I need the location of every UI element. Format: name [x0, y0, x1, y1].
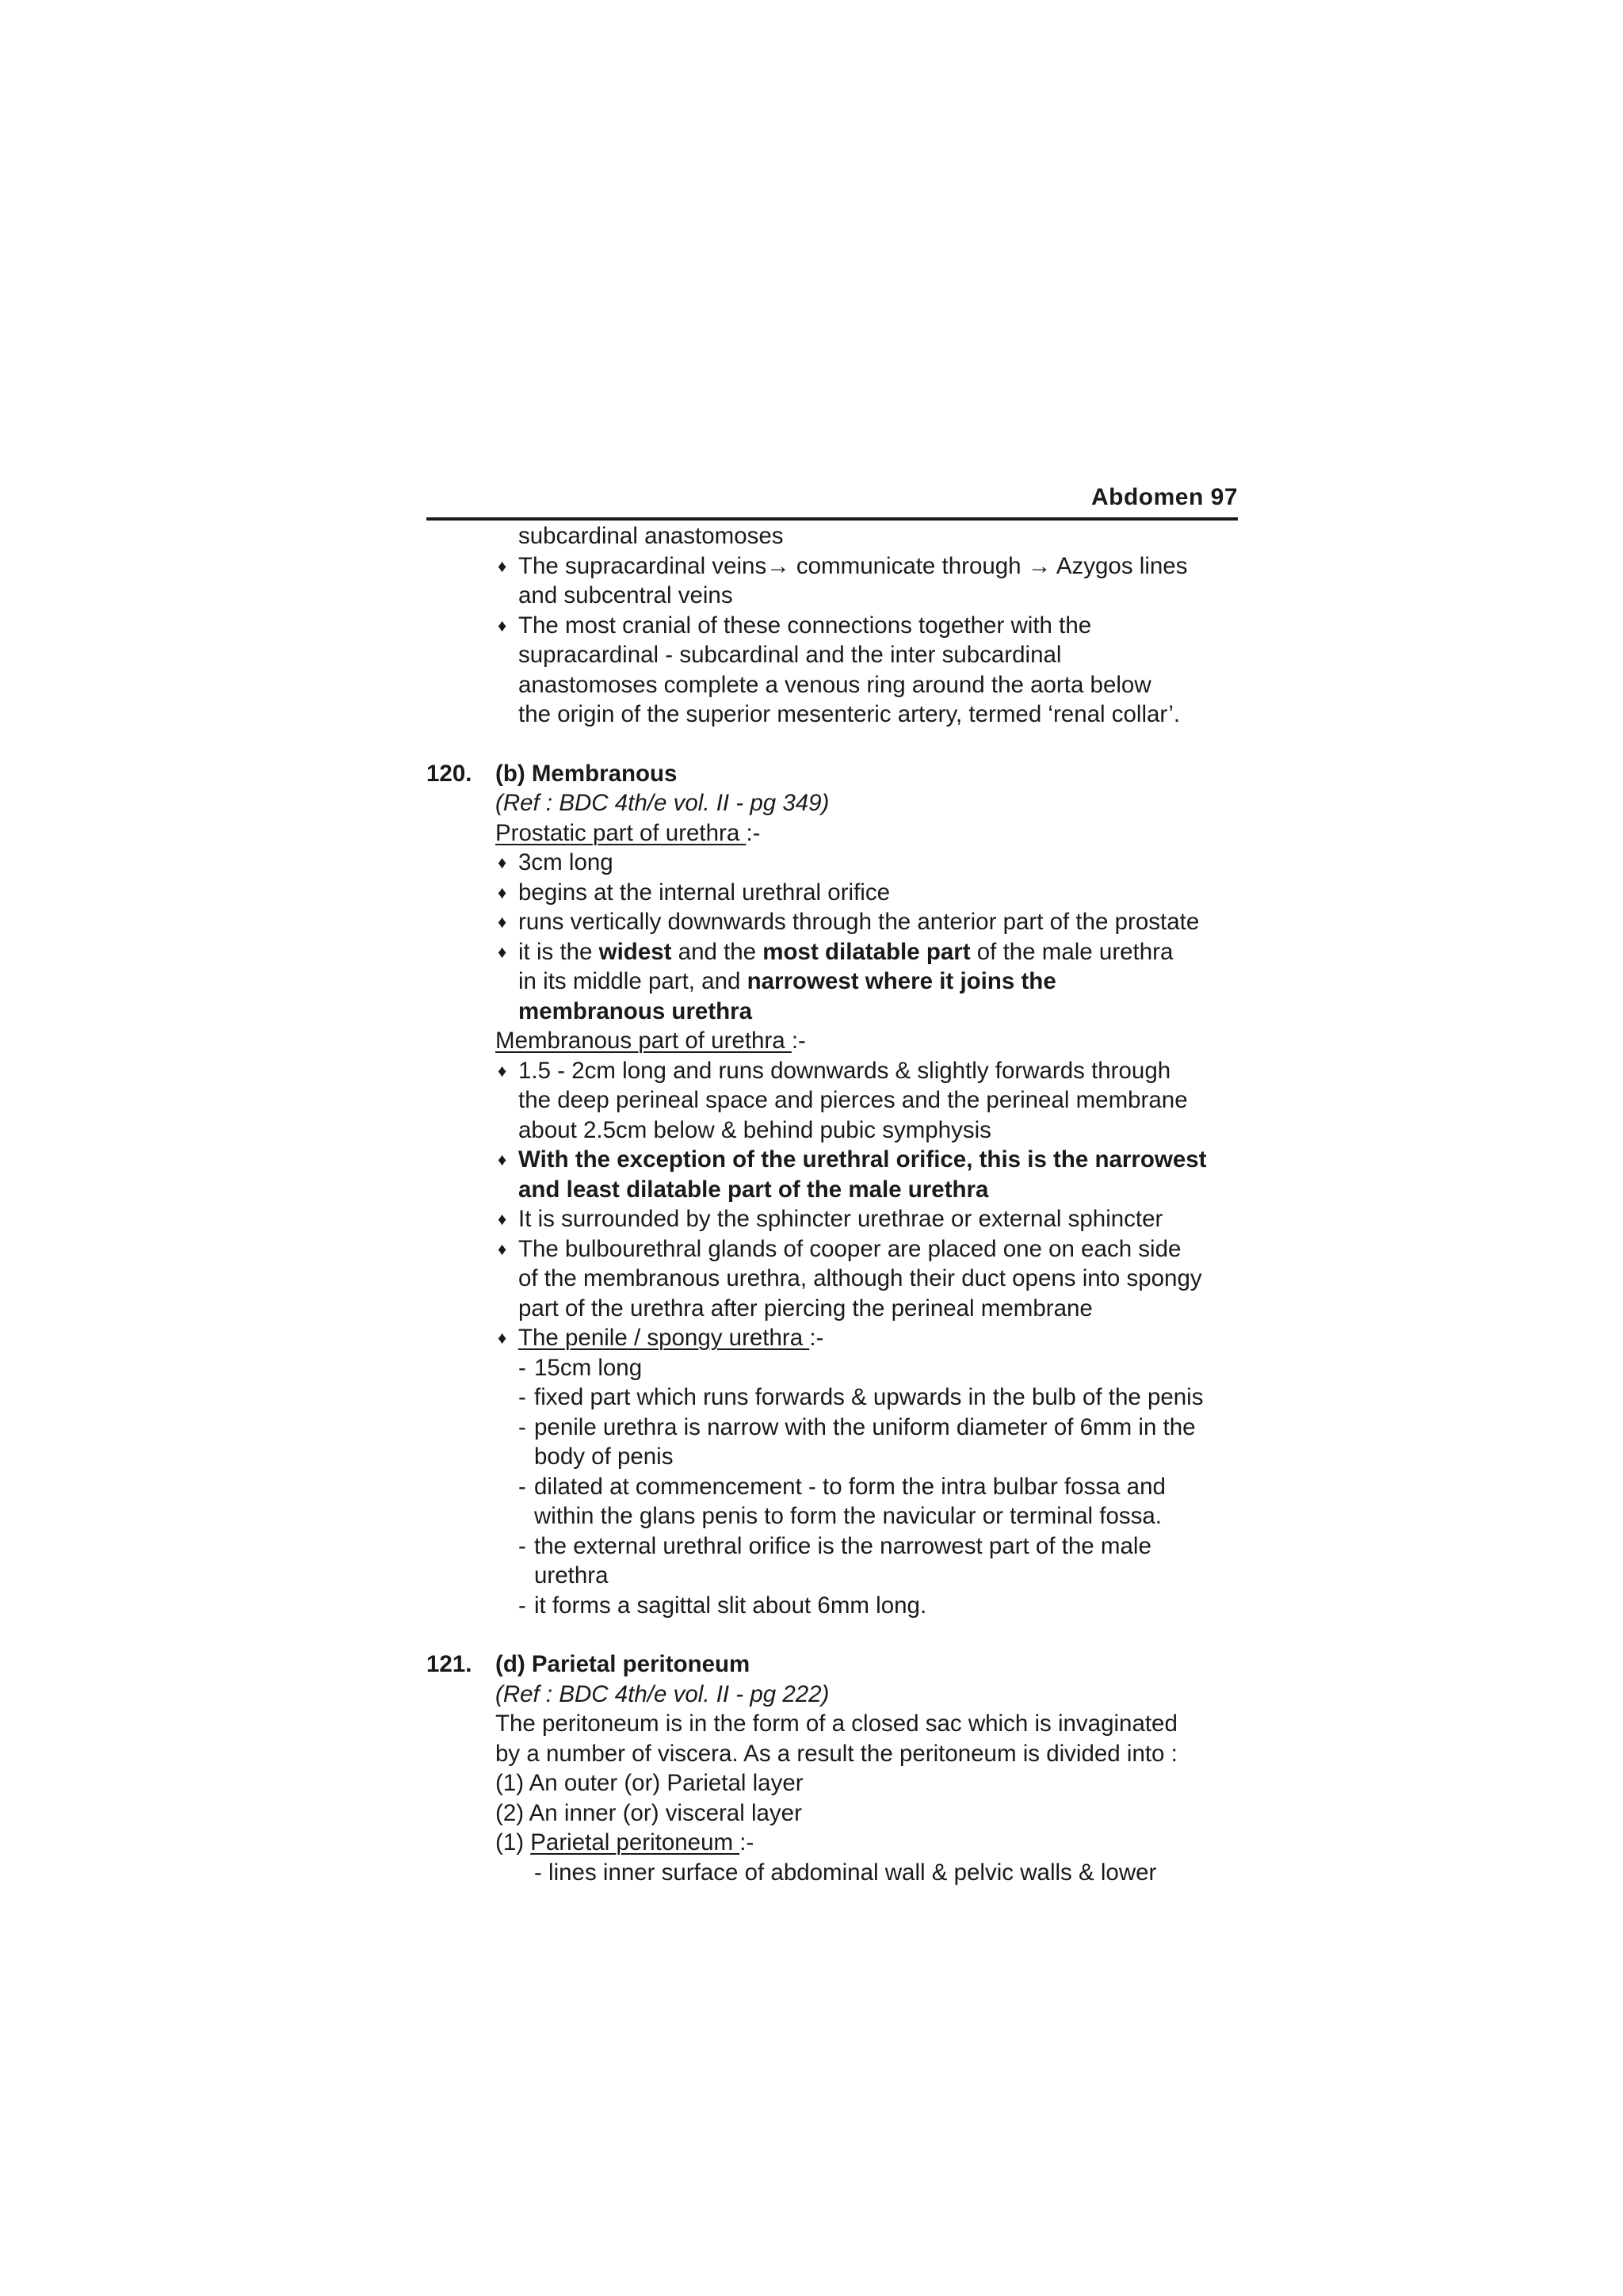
spacer — [426, 730, 1238, 759]
dash-marker: - — [518, 1354, 526, 1381]
dash-marker: - — [518, 1473, 526, 1500]
answer-label: (b) Membranous — [495, 760, 678, 787]
bold-text: With the exception of the urethral orifice, this is the narrowest — [518, 1146, 1207, 1173]
bullet-item — [426, 848, 1238, 878]
bullet-item — [426, 1234, 1238, 1264]
text-span: it is the — [518, 938, 599, 965]
text-span: The supracardinal veins — [518, 552, 767, 579]
subheading-text: Prostatic part of urethra — [495, 819, 747, 846]
text-span: the external urethral orifice is the narrowest part of the male — [534, 1532, 1151, 1559]
dash-item — [426, 1383, 1238, 1413]
dash-item — [426, 1531, 1238, 1562]
diamond-bullet-icon: ♦ — [498, 615, 507, 635]
text-line: urethra — [534, 1562, 609, 1589]
text-span: :- — [746, 819, 761, 846]
text-span: and the — [671, 938, 763, 965]
bullet-item — [426, 878, 1238, 908]
running-header — [426, 478, 1238, 521]
text-line: by a number of viscera. As a result the peritoneum is divided into : — [495, 1740, 1178, 1767]
diamond-bullet-icon: ♦ — [498, 941, 507, 962]
bullet-item — [426, 907, 1238, 937]
dash-item — [426, 1413, 1238, 1443]
subheading — [426, 1828, 1238, 1858]
question-number: 121. — [426, 1651, 472, 1677]
diamond-bullet-icon: ♦ — [498, 1209, 507, 1229]
text-span: dilated at commencement - to form the intra bulbar fossa and — [534, 1473, 1166, 1500]
reference: (Ref : BDC 4th/e vol. II - pg 222) — [495, 1680, 830, 1707]
text-line: - lines inner surface of abdominal wall & pelvic walls & lower — [534, 1859, 1157, 1886]
text-span: of the male urethra — [970, 938, 1174, 965]
question-heading — [426, 1650, 1238, 1680]
text-line: (2) An inner (or) visceral layer — [495, 1799, 802, 1826]
header-title: Abdomen 97 — [1090, 484, 1238, 510]
page-body — [426, 521, 1238, 1887]
text-line: supracardinal - subcardinal and the inter subcardinal — [518, 642, 1062, 668]
bullet-item — [426, 937, 1238, 967]
dash-marker: - — [518, 1413, 526, 1440]
text-span: 3cm long — [518, 849, 613, 875]
subheading-text: Parietal peritoneum — [530, 1829, 740, 1855]
text-line: (1) An outer (or) Parietal layer — [495, 1770, 804, 1796]
diamond-bullet-icon: ♦ — [498, 882, 507, 902]
dash-marker: - — [518, 1384, 526, 1410]
text-line: part of the urethra after piercing the perineal membrane — [518, 1295, 1093, 1322]
right-arrow-icon: → — [1027, 552, 1052, 579]
text-line: anastomoses complete a venous ring around the aorta below — [518, 671, 1151, 698]
text-span: 1.5 - 2cm long and runs downwards & slightly forwards through — [518, 1057, 1171, 1084]
text-line: membranous urethra — [518, 997, 753, 1024]
text-line: about 2.5cm below & behind pubic symphysis — [518, 1116, 991, 1143]
bullet-item — [426, 1323, 1238, 1353]
text-line: and subcentral veins — [518, 582, 733, 608]
bullet-item — [426, 551, 1238, 582]
bullet-item — [426, 1056, 1238, 1086]
spacer — [426, 1620, 1238, 1650]
text-line: the origin of the superior mesenteric artery, termed ‘renal collar’. — [518, 701, 1181, 727]
text-span: Azygos lines — [1051, 552, 1188, 579]
diamond-bullet-icon: ♦ — [498, 1060, 507, 1081]
text-span: :- — [739, 1829, 754, 1855]
bold-text: narrowest where it joins the — [747, 968, 1056, 994]
bullet-item — [426, 1145, 1238, 1175]
text-span: begins at the internal urethral orifice — [518, 879, 890, 906]
bullet-item — [426, 1204, 1238, 1234]
diamond-bullet-icon: ♦ — [498, 1238, 507, 1259]
text-span: penile urethra is narrow with the uniform diameter of 6mm in the — [534, 1413, 1196, 1440]
text-line: of the membranous urethra, although their duct opens into spongy — [518, 1265, 1202, 1291]
bold-text: most dilatable part — [762, 938, 971, 965]
diamond-bullet-icon: ♦ — [498, 1150, 507, 1169]
text-span: It is surrounded by the sphincter urethrae or external sphincter — [518, 1206, 1163, 1232]
text-line: subcardinal anastomoses — [518, 523, 784, 549]
text-span: in its middle part, and — [518, 968, 747, 994]
text-span: :- — [791, 1028, 806, 1054]
text-span: runs vertically downwards through the anterior part of the prostate — [518, 909, 1200, 935]
text-span: The bulbourethral glands of cooper are placed one on each side — [518, 1235, 1182, 1262]
text-span: 15cm long — [534, 1354, 643, 1381]
diamond-bullet-icon: ♦ — [498, 1328, 507, 1348]
subheading — [426, 1026, 1238, 1056]
diamond-bullet-icon: ♦ — [498, 912, 507, 932]
text-span: The most cranial of these connections together with the — [518, 612, 1092, 639]
subheading — [426, 818, 1238, 849]
dash-item — [426, 1591, 1238, 1621]
dash-item — [426, 1472, 1238, 1502]
answer-label: (d) Parietal peritoneum — [495, 1651, 750, 1677]
dash-marker: - — [518, 1532, 526, 1559]
text-span: it forms a sagittal slit about 6mm long. — [534, 1592, 927, 1619]
text-span: (1) — [495, 1829, 531, 1855]
bullet-item — [426, 611, 1238, 641]
text-span: :- — [809, 1325, 824, 1351]
dash-item — [426, 1353, 1238, 1383]
text-line: the deep perineal space and pierces and the perineal membrane — [518, 1087, 1188, 1113]
question-heading — [426, 759, 1238, 789]
subheading-text: The penile / spongy urethra — [518, 1325, 810, 1351]
diamond-bullet-icon: ♦ — [498, 852, 507, 872]
bold-text: widest — [598, 938, 672, 965]
right-arrow-icon: → — [766, 552, 790, 579]
reference: (Ref : BDC 4th/e vol. II - pg 349) — [495, 790, 830, 816]
text-line: and least dilatable part of the male urethra — [518, 1176, 989, 1203]
diamond-bullet-icon: ♦ — [498, 555, 507, 576]
text-span: fixed part which runs forwards & upwards in the bulb of the penis — [534, 1384, 1204, 1410]
dash-marker: - — [518, 1592, 526, 1619]
text-line — [426, 967, 1238, 997]
text-span: communicate through — [789, 552, 1028, 579]
text-line: body of penis — [534, 1444, 674, 1470]
subheading-text: Membranous part of urethra — [495, 1028, 792, 1054]
question-number: 120. — [426, 760, 472, 787]
text-line: within the glans penis to form the navicular or terminal fossa. — [534, 1503, 1162, 1529]
text-line: The peritoneum is in the form of a closed sac which is invaginated — [495, 1711, 1178, 1737]
